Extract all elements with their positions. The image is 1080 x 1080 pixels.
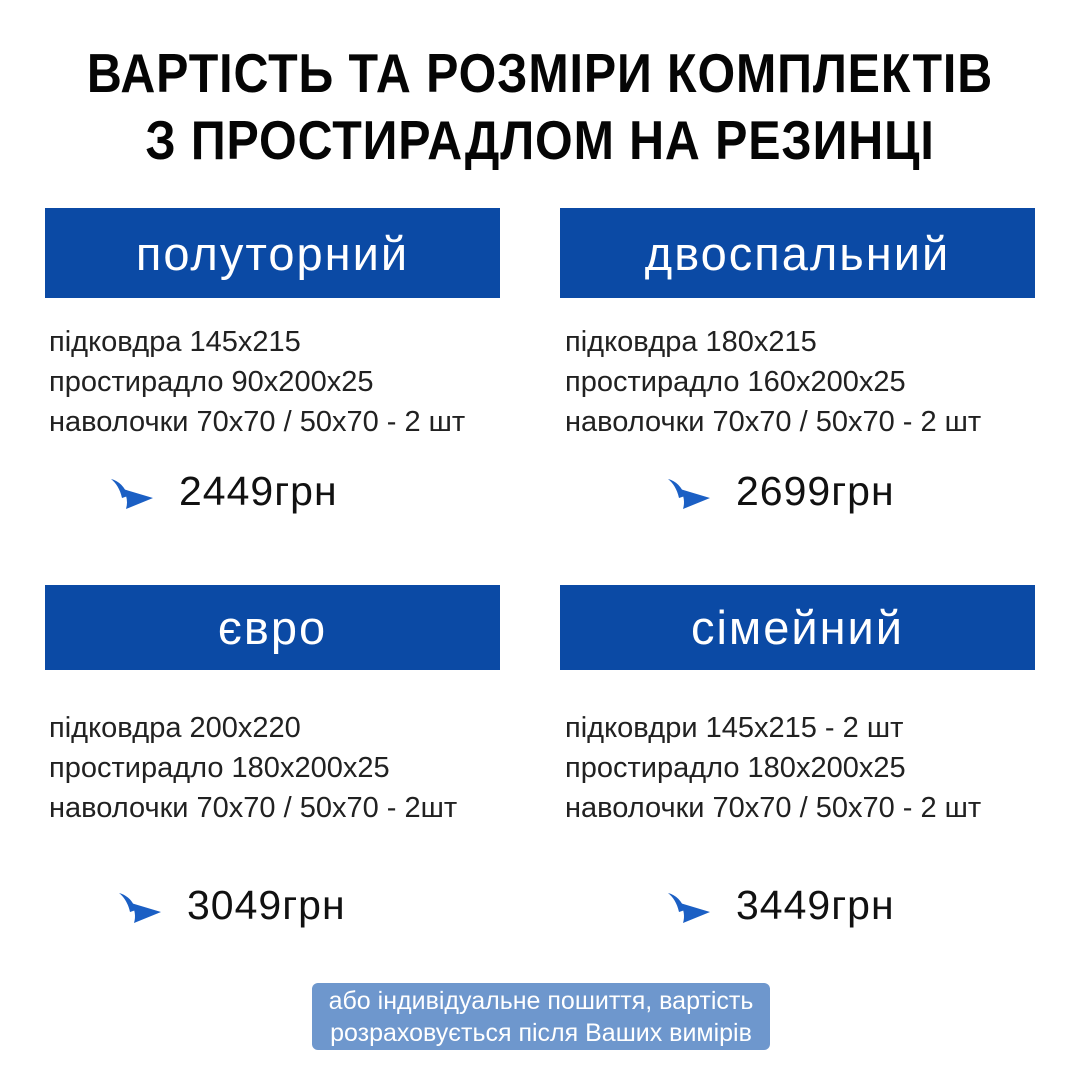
page-title-line2: З ПРОСТИРАДЛОМ НА РЕЗИНЦІ (145, 109, 935, 171)
page-title-line1: ВАРТІСТЬ ТА РОЗМІРИ КОМПЛЕКТІВ (86, 42, 994, 104)
spec-line: простирадло 160х200х25 (565, 366, 906, 398)
price-dvospalnyi (666, 468, 895, 515)
swoosh-arrow-icon (117, 891, 163, 925)
swoosh-arrow-icon (109, 477, 155, 511)
spec-line: простирадло 90х200х25 (49, 366, 374, 398)
category-label: полуторний (135, 226, 410, 280)
page-title (0, 40, 1080, 174)
category-bar-dvospalnyi (560, 208, 1035, 298)
price-euro (117, 882, 346, 929)
category-bar-euro (45, 585, 500, 670)
price-value: 2699грн (736, 468, 895, 514)
spec-line: підковдра 200х220 (49, 712, 301, 744)
specs-simeinyi (565, 708, 981, 828)
specs-polutornyi (49, 322, 465, 442)
category-label: євро (217, 601, 328, 654)
category-label: сімейний (690, 601, 905, 654)
spec-line: підковдра 145х215 (49, 326, 301, 358)
price-value: 3449грн (736, 882, 895, 928)
spec-line: підковдра 180х215 (565, 326, 817, 358)
note-line2: розраховується після Ваших вимірів (330, 1018, 752, 1047)
specs-euro (49, 708, 457, 828)
price-value: 3049грн (187, 882, 346, 928)
spec-line: простирадло 180х200х25 (49, 752, 390, 784)
spec-line: підковдри 145х215 - 2 шт (565, 712, 904, 744)
price-simeinyi (666, 882, 895, 929)
swoosh-arrow-icon (666, 477, 712, 511)
category-bar-simeinyi (560, 585, 1035, 670)
spec-line: наволочки 70х70 / 50х70 - 2шт (49, 792, 458, 824)
price-polutornyi (109, 468, 338, 515)
spec-line: простирадло 180х200х25 (565, 752, 906, 784)
spec-line: наволочки 70х70 / 50х70 - 2 шт (565, 792, 982, 824)
price-value: 2449грн (179, 468, 338, 514)
specs-dvospalnyi (565, 322, 981, 442)
spec-line: наволочки 70х70 / 50х70 - 2 шт (49, 406, 466, 438)
category-label: двоспальний (644, 226, 951, 280)
custom-sewing-note (312, 983, 770, 1050)
spec-line: наволочки 70х70 / 50х70 - 2 шт (565, 406, 982, 438)
category-bar-polutornyi (45, 208, 500, 298)
note-line1: або індивідуальне пошиття, вартість (328, 986, 754, 1015)
swoosh-arrow-icon (666, 891, 712, 925)
